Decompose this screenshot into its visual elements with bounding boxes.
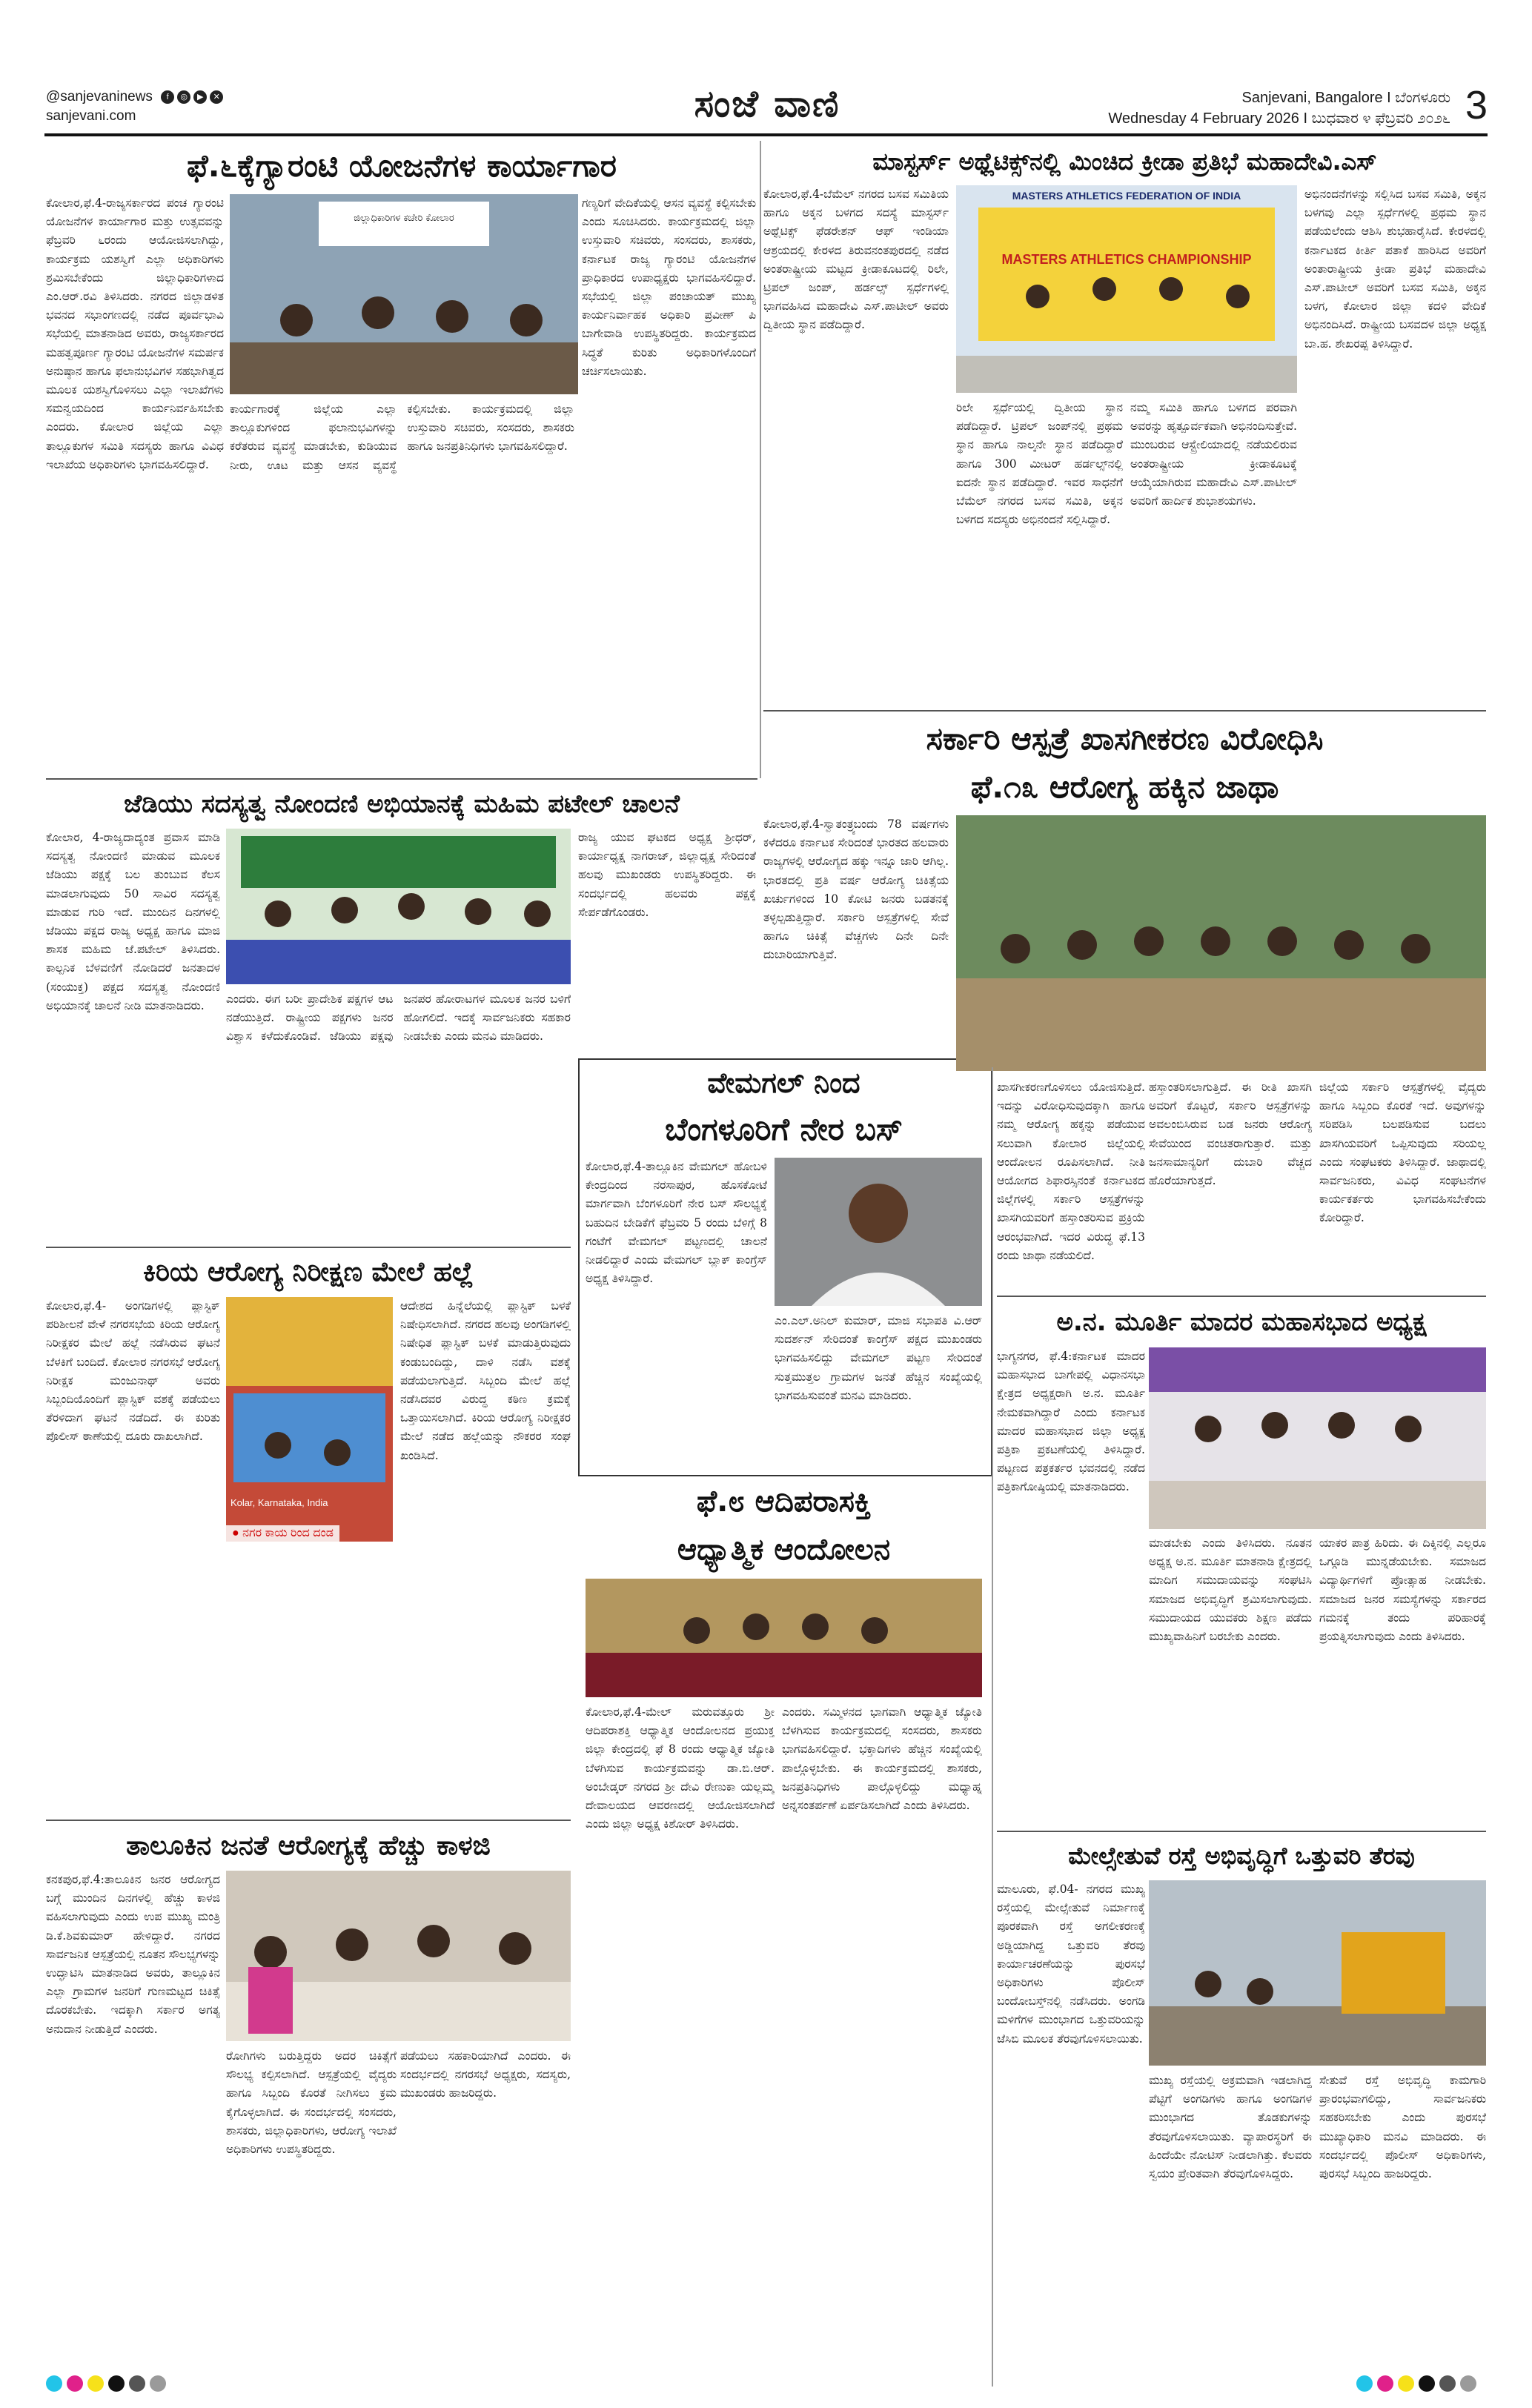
- road-col2: ಮುಖ್ಯ ರಸ್ತೆಯಲ್ಲಿ ಅಕ್ರಮವಾಗಿ ಇಡಲಾಗಿದ್ದ ಪೆಟ್ಟಿಗೆ ಅಂಗಡಿಗಳು ಹಾಗೂ ಅಂಗಡಿಗಳ ಮುಂಭಾಗದ ತೊಡಕುಗಳನ್ನು ತೆರವುಗೊಳಿಸಲಾಯಿತು. ವ್ಯಾಪಾರಸ್ಥರಿಗೆ ಈ ಹಿಂದೆಯೇ ನೋಟಿಸ್ ನೀಡಲಾಗಿತ್ತು. ಕೆಲವರು ಸ್ವಯಂ ಪ್ರೇರಿತವಾಗಿ ತೆರವುಗೊಳಿಸಿದ್ದರು.: [1149, 2074, 1312, 2181]
- adi-col2: ಎಂದರು. ಸಮ್ಮಿಳನದ ಭಾಗವಾಗಿ ಆಧ್ಯಾತ್ಮಿಕ ಜ್ಯೋತಿ ಬೆಳಗಿಸುವ ಕಾರ್ಯಕ್ರಮದಲ್ಲಿ ಸಂಸದರು, ಶಾಸಕರು ಭಾಗವಹಿಸಲಿದ್ದಾರೆ. ಭಕ್ತಾದಿಗಳು ಹೆಚ್ಚಿನ ಸಂಖ್ಯೆಯಲ್ಲಿ ಪಾಲ್ಗೊಳ್ಳಬೇಕು. ಈ ಕಾರ್ಯಕ್ರಮದಲ್ಲಿ ಶಾಸಕರು, ಜನಪ್ರತಿನಿಧಿಗಳು ಪಾಲ್ಗೊಳ್ಳಲಿದ್ದು ಮಧ್ಯಾಹ್ನ ಅನ್ನಸಂತರ್ಪಣೆ ಏರ್ಪಡಿಸಲಾಗಿದೆ ಎಂದು ತಿಳಿಸಿದರು.: [782, 1705, 982, 1813]
- hospital-headline-line1: ಸರ್ಕಾರಿ ಆಸ್ಪತ್ರೆ ಖಾಸಗೀಕರಣ ವಿರೋಧಿಸಿ: [926, 720, 1324, 757]
- masters-col4: ಅಭಿನಂದನೆಗಳನ್ನು ಸಲ್ಲಿಸಿದ ಬಸವ ಸಮಿತಿ, ಅಕ್ಕನ ಬಳಗವು ಎಲ್ಲಾ ಸ್ಪರ್ಧೆಗಳಲ್ಲಿ ಪ್ರಥಮ ಸ್ಥಾನ ಪಡೆಯಲೆಂದು ಆಶಿಸಿ ಶುಭಹಾರೈಸಿದೆ. ಕೇರಳದಲ್ಲಿ ಕರ್ನಾಟಕದ ಕೀರ್ತಿ ಪತಾಕೆ ಹಾರಿಸಿದ ಅವರಿಗೆ ಅಂತಾರಾಷ್ಟ್ರೀಯ ಕ್ರೀಡಾ ಪ್ರತಿಭೆ ಮಹಾದೇವಿ ಎಸ್.ಪಾಟೀಲ್ ಅವರಿಗೆ ಬಸವ ಸಮಿತಿ, ಅಕ್ಕನ ಬಳಗ, ಕೋಲಾರ ಜಿಲ್ಲಾ ಕದಳಿ ವೇದಿಕೆ ಅಭಿನಂದಿಸಿದೆ. ರಾಷ್ಟ್ರೀಯ ಬಸವದಳ ಜಿಲ್ಲಾ ಅಧ್ಯಕ್ಷ ಬಾ.ಹ. ಶೇಖರಪ್ಪ ತಿಳಿಸಿದ್ದಾರೆ.: [1304, 188, 1486, 351]
- bus-portrait: [775, 1158, 982, 1306]
- social-handle: @sanjevaninews: [46, 89, 153, 105]
- grey-swatch: [1460, 2375, 1476, 2392]
- divider: [763, 710, 1486, 712]
- jdu-col3: ರಾಜ್ಯ ಯುವ ಘಟಕದ ಅಧ್ಯಕ್ಷ ಶ್ರೀಧರ್, ಕಾರ್ಯಾಧ್ಯಕ್ಷ ನಾಗರಾಜ್, ಜಿಲ್ಲಾಧ್ಯಕ್ಷ ಸೇರಿದಂತೆ ಹಲವು ಮುಖಂಡರು ಉಪಸ್ಥಿತರಿದ್ದರು. ಈ ಸಂದರ್ಭದಲ್ಲಿ ಹಲವರು ಪಕ್ಷಕ್ಕೆ ಸೇರ್ಪಡೆಗೊಂಡರು.: [578, 831, 756, 919]
- taluk-photo: [226, 1871, 571, 2041]
- grey-swatch: [150, 2375, 166, 2392]
- athletes-photo-graphic: [956, 185, 1297, 393]
- grey-swatch: [129, 2375, 145, 2392]
- cyan-swatch: [46, 2375, 62, 2392]
- road-headline: ಮೇಲ್ಸೇತುವೆ ರಸ್ತೆ ಅಭಿವೃದ್ಧಿಗೆ ಒತ್ತುವರಿ ತೆರವು: [1068, 1841, 1415, 1870]
- health-col2: ಆದೇಶದ ಹಿನ್ನೆಲೆಯಲ್ಲಿ ಪ್ಲಾಸ್ಟಿಕ್ ಬಳಕೆ ನಿಷೇಧಿಸಲಾಗಿದೆ. ನಗರದ ಹಲವು ಅಂಗಡಿಗಳಲ್ಲಿ ನಿಷೇಧಿತ ಪ್ಲಾಸ್ಟಿಕ್ ಬಳಕೆ ಮಾಡುತ್ತಿರುವುದು ಕಂಡುಬಂದಿದ್ದು, ದಾಳಿ ನಡೆಸಿ ವಶಕ್ಕೆ ಪಡೆಯಲಾಗುತ್ತಿದೆ. ಸಿಬ್ಬಂದಿ ಮೇಲೆ ಹಲ್ಲೆ ನಡೆಸಿದವರ ವಿರುದ್ಧ ಕಠಿಣ ಕ್ರಮಕ್ಕೆ ಒತ್ತಾಯಿಸಲಾಗಿದೆ. ಕಿರಿಯ ಆರೋಗ್ಯ ನಿರೀಕ್ಷಕರ ಮೇಲೆ ನಡೆದ ಹಲ್ಲೆಯನ್ನು ನೌಕರರ ಸಂಘ ಖಂಡಿಸಿದೆ.: [400, 1299, 571, 1462]
- guarantee-photo: [230, 194, 578, 394]
- masthead-left: [46, 87, 223, 126]
- social-icons: [161, 90, 223, 104]
- date-kn: ಬುಧವಾರ ೪ ಫೆಬ್ರವರಿ ೨೦೨೬: [1311, 110, 1450, 127]
- cyan-swatch: [1356, 2375, 1373, 2392]
- adi-headline-line2: ಆಧ್ಯಾತ್ಮಿಕ ಆಂದೋಲನ: [677, 1533, 891, 1567]
- date-en: Wednesday 4 February 2026: [1108, 110, 1299, 127]
- masters-photo: [956, 185, 1297, 393]
- jdu-headline: ಜೆಡಿಯು ಸದಸ್ಯತ್ವ ನೋಂದಣಿ ಅಭಿಯಾನಕ್ಕೆ ಮಹಿಮ ಪಟೇಲ್ ಚಾಲನೆ: [124, 789, 680, 819]
- road-photo: [1149, 1880, 1486, 2066]
- masters-col3: ನಮ್ಮ ಸಮಿತಿ ಹಾಗೂ ಬಳಗದ ಪರವಾಗಿ ಅವರನ್ನು ಹೃತ್ಪೂರ್ವಕವಾಗಿ ಅಭಿನಂದಿಸುತ್ತೇವೆ. ಮುಂಬರುವ ಆಸ್ಟ್ರೇಲಿಯಾದಲ್ಲಿ ನಡೆಯಲಿರುವ ಅಂತರಾಷ್ಟ್ರೀಯ ಕ್ರೀಡಾಕೂಟಕ್ಕೆ ಆಯ್ಕೆಯಾಗಿರುವ ಮಹಾದೇವಿ ಎಸ್.ಪಾಟೀಲ್ ಅವರಿಗೆ ಹಾರ್ದಿಕ ಶುಭಾಶಯಗಳು.: [1130, 401, 1297, 508]
- adi-headline-line1: ಫೆ.೮ ಆದಿಪರಾಸಕ್ತಿ: [696, 1485, 872, 1519]
- moorthy-photo: [1149, 1347, 1486, 1529]
- guarantee-col3: ಗಣ್ಯರಿಗೆ ವೇದಿಕೆಯಲ್ಲಿ ಆಸನ ವ್ಯವಸ್ಥೆ ಕಲ್ಪಿಸಬೇಕು ಎಂದು ಸೂಚಿಸಿದರು. ಕಾರ್ಯಕ್ರಮದಲ್ಲಿ ಜಿಲ್ಲಾ ಉಸ್ತುವಾರಿ ಸಚಿವರು, ಸಂಸದರು, ಶಾಸಕರು, ಕರ್ನಾಟಕ ರಾಜ್ಯ ಗ್ಯಾರಂಟಿ ಯೋಜನೆಗಳ ಪ್ರಾಧಿಕಾರದ ಉಪಾಧ್ಯಕ್ಷರು ಭಾಗವಹಿಸಲಿದ್ದಾರೆ. ಸಭೆಯಲ್ಲಿ ಜಿಲ್ಲಾ ಪಂಚಾಯತ್ ಮುಖ್ಯ ಕಾರ್ಯನಿರ್ವಾಹಕ ಅಧಿಕಾರಿ ಪ್ರವೀಣ್ ಪಿ ಬಾಗೇವಾಡಿ ಉಪಸ್ಥಿತರಿದ್ದರು. ಕಾರ್ಯಕ್ರಮದ ಸಿದ್ಧತೆ ಕುರಿತು ಅಧಿಕಾರಿಗಳೊಂದಿಗೆ ಚರ್ಚಿಸಲಾಯಿತು.: [582, 196, 756, 378]
- divider: [46, 778, 757, 780]
- taluk-col2: ರೋಗಿಗಳು ಬರುತ್ತಿದ್ದರು ಅದರ ಚಿಕಿತ್ಸೆಗೆ ಸೌಲಭ್ಯ ಕಲ್ಪಿಸಲಾಗಿದೆ. ಆಸ್ಪತ್ರೆಯಲ್ಲಿ ವೈದ್ಯರು ಹಾಗೂ ಸಿಬ್ಬಂದಿ ಕೊರತೆ ನೀಗಿಸಲು ಕ್ರಮ ಕೈಗೊಳ್ಳಲಾಗಿದೆ. ಈ ಸಂದರ್ಭದಲ್ಲಿ ಸಂಸದರು, ಶಾಸಕರು, ಜಿಲ್ಲಾಧಿಕಾರಿಗಳು, ಆರೋಗ್ಯ ಇಲಾಖೆ ಅಧಿಕಾರಿಗಳು ಉಪಸ್ಥಿತರಿದ್ದರು.: [226, 2049, 397, 2157]
- taluk-col1: ಕನಕಪುರ,ಫೆ.4:ತಾಲೂಕಿನ ಜನರ ಆರೋಗ್ಯದ ಬಗ್ಗೆ ಮುಂದಿನ ದಿನಗಳಲ್ಲಿ ಹೆಚ್ಚು ಕಾಳಜಿ ವಹಿಸಲಾಗುವುದು ಎಂದು ಉಪ ಮುಖ್ಯ ಮಂತ್ರಿ ಡಿ.ಕೆ.ಶಿವಕುಮಾರ್ ಹೇಳಿದ್ದಾರೆ. ನಗರದ ಸಾರ್ವಜನಿಕ ಆಸ್ಪತ್ರೆಯಲ್ಲಿ ನೂತನ ಸೌಲಭ್ಯಗಳನ್ನು ಉದ್ಘಾಟಿಸಿ ಮಾತನಾಡಿದ ಅವರು, ತಾಲ್ಲೂಕಿನ ಎಲ್ಲಾ ಗ್ರಾಮಗಳ ಜನರಿಗೆ ಗುಣಮಟ್ಟದ ಚಿಕಿತ್ಸೆ ದೊರಕಬೇಕು. ಇದಕ್ಕಾಗಿ ಸರ್ಕಾರ ಅಗತ್ಯ ಅನುದಾನ ನೀಡುತ್ತಿದೆ ಎಂದರು.: [46, 1873, 220, 2036]
- guarantee-col1: ಕೋಲಾರ,ಫೆ.4-ರಾಜ್ಯಸರ್ಕಾರದ ಪಂಚ ಗ್ಯಾರಂಟಿ ಯೋಜನೆಗಳ ಕಾರ್ಯಾಗಾರ ಮತ್ತು ಉತ್ಸವವನ್ನು ಫೆಬ್ರವರಿ ೬ರಂದು ಆಯೋಜಿಸಲಾಗಿದ್ದು, ಕಾರ್ಯಕ್ರಮ ಯಶಸ್ವಿಗೆ ಎಲ್ಲಾ ಅಧಿಕಾರಿಗಳು ಶ್ರಮಿಸಬೇಕೆಂದು ಜಿಲ್ಲಾಧಿಕಾರಿಗಳಾದ ಎಂ.ಆರ್.ರವಿ ತಿಳಿಸಿದರು. ನಗರದ ಜಿಲ್ಲಾಡಳಿತ ಭವನದ ಸಭಾಂಗಣದಲ್ಲಿ ನಡೆದ ಪೂರ್ವಭಾವಿ ಸಭೆಯಲ್ಲಿ ಮಾತನಾಡಿದ ಅವರು, ರಾಜ್ಯಸರ್ಕಾರದ ಮಹತ್ವಪೂರ್ಣ ಗ್ಯಾರಂಟಿ ಯೋಜನೆಗಳ ಸಮರ್ಪಕ ಅನುಷ್ಠಾನ ಹಾಗೂ ಫಲಾನುಭವಿಗಳ ಸಹಭಾಗಿತ್ವದ ಮೂಲಕ ಯಶಸ್ವಿಗೊಳಿಸಲು ಎಲ್ಲಾ ಇಲಾಖೆಗಳು ಸಮನ್ವಯದಿಂದ ಕಾರ್ಯನಿರ್ವಹಿಸಬೇಕು ಎಂದರು. ಕೋಲಾರ ಜಿಲ್ಲೆಯ ಎಲ್ಲಾ ತಾಲ್ಲೂಕುಗಳ ಸಮಿತಿ ಸದಸ್ಯರು ಹಾಗೂ ವಿವಿಧ ಇಲಾಖೆಯ ಅಧಿಕಾರಿಗಳು ಭಾಗವಹಿಸಲಿದ್ದಾರೆ.: [46, 196, 224, 471]
- magenta-swatch: [1377, 2375, 1393, 2392]
- photo-tag: Kolar, Karnataka, India: [231, 1497, 328, 1508]
- adi-photo: [586, 1579, 982, 1697]
- bus-col2: ಎಂ.ಎಲ್.ಅನಿಲ್ ಕುಮಾರ್, ಮಾಜಿ ಸಭಾಪತಿ ವಿ.ಆರ್ ಸುದರ್ಶನ್ ಸೇರಿದಂತೆ ಕಾಂಗ್ರೆಸ್ ಪಕ್ಷದ ಮುಖಂಡರು ಭಾಗವಹಿಸಲಿದ್ದು ವೇಮಗಲ್ ಪಟ್ಟಣ ಸೇರಿದಂತೆ ಸುತ್ತಮುತ್ತಲ ಗ್ರಾಮಗಳ ಜನತೆ ಹೆಚ್ಚಿನ ಸಂಖ್ಯೆಯಲ್ಲಿ ಭಾಗವಹಿಸುವಂತೆ ಮನವಿ ಮಾಡಿದರು.: [775, 1314, 982, 1402]
- health-headline: ಕಿರಿಯ ಆರೋಗ್ಯ ನಿರೀಕ್ಷಣ ಮೇಲೆ ಹಲ್ಲೆ: [143, 1257, 474, 1287]
- divider: [997, 1296, 1486, 1297]
- edition-kn: ಬೆಂಗಳೂರು: [1395, 90, 1450, 106]
- bus-col1: ಕೋಲಾರ,ಫೆ.4-ತಾಲ್ಲೂಕಿನ ವೇಮಗಲ್ ಹೋಬಳಿ ಕೇಂದ್ರದಿಂದ ನರಸಾಪುರ, ಹೊಸಕೋಟೆ ಮಾರ್ಗವಾಗಿ ಬೆಂಗಳೂರಿಗೆ ನೇರ ಬಸ್ ಸೌಲಭ್ಯಕ್ಕೆ ಬಹುದಿನ ಬೇಡಿಕೆಗೆ ಫೆಬ್ರವರಿ 5 ರಂದು ಬೆಳಿಗ್ಗೆ 8 ಗಂಟೆಗೆ ವೇಮಗಲ್ ಪಟ್ಟಣದಲ್ಲಿ ಚಾಲನೆ ನೀಡಲಿದ್ದಾರೆ ಎಂದು ವೇಮಗಲ್ ಬ್ಲಾಕ್ ಕಾಂಗ್ರೆಸ್ ಅಧ್ಯಕ್ಷ ತಿಳಿಸಿದ್ದಾರೆ.: [586, 1160, 767, 1286]
- guarantee-headline: ಫೆ.೬ಕ್ಕೆಗ್ಯಾರಂಟಿ ಯೋಜನೆಗಳ ಕಾರ್ಯಾಗಾರ: [187, 147, 617, 184]
- hospital-col2: ಖಾಸಗೀಕರಣಗೊಳಿಸಲು ಯೋಜಿಸುತ್ತಿದೆ. ಇದನ್ನು ವಿರೋಧಿಸುವುದಕ್ಕಾಗಿ ಹಾಗೂ ನಮ್ಮ ಆರೋಗ್ಯ ಹಕ್ಕನ್ನು ಪಡೆಯುವ ಸಲುವಾಗಿ ಕೋಲಾರ ಜಿಲ್ಲೆಯಲ್ಲಿ ಆಂದೋಲನ ರೂಪಿಸಲಾಗಿದೆ. ನೀತಿ ಆಯೋಗದ ಶಿಫಾರಸ್ಸಿನಂತೆ ಕರ್ನಾಟಕದ ಜಿಲ್ಲೆಗಳಲ್ಲಿ ಸರ್ಕಾರಿ ಆಸ್ಪತ್ರೆಗಳನ್ನು ಖಾಸಗಿಯವರಿಗೆ ಹಸ್ತಾಂತರಿಸುವ ಪ್ರಕ್ರಿಯೆ ಆರಂಭವಾಗಿದೆ. ಇದರ ವಿರುದ್ಧ ಫೆ.13 ರಂದು ಜಾಥಾ ನಡೆಯಲಿದೆ.: [997, 1081, 1145, 1262]
- masters-col1: ಕೋಲಾರ,ಫೆ.4-ಬೆಮೆಲ್ ನಗರದ ಬಸವ ಸಮಿತಿಯ ಹಾಗೂ ಅಕ್ಕನ ಬಳಗದ ಸದಸ್ಯೆ ಮಾಸ್ಟರ್ಸ್ ಅಥ್ಲೆಟಿಕ್ಸ್ ಫೆಡರೇಶನ್ ಆಫ್ ಇಂಡಿಯಾ ಆಶ್ರಯದಲ್ಲಿ ಕೇರಳದ ತಿರುವನಂತಪುರದಲ್ಲಿ ನಡೆದ ಅಂತರಾಷ್ಟ್ರೀಯ ಮಟ್ಟದ ಕ್ರೀಡಾಕೂಟದಲ್ಲಿ ರಿಲೇ, ಟ್ರಿಪಲ್ ಜಂಪ್, ಹರ್ಡಲ್ಸ್ ಸ್ಪರ್ಧೆಗಳಲ್ಲಿ ಭಾಗವಹಿಸಿದ ಮಹಾದೇವಿ ಎಸ್.ಪಾಟೀಲ್ ಅವರು ದ್ವಿತೀಯ ಸ್ಥಾನ ಪಡೆದಿದ್ದಾರೆ.: [763, 188, 949, 332]
- jdu-col2: ಎಂದರು. ಈಗ ಬರೀ ಪ್ರಾದೇಶಿಕ ಪಕ್ಷಗಳ ಆಟ ನಡೆಯುತ್ತಿದೆ. ರಾಷ್ಟ್ರೀಯ ಪಕ್ಷಗಳು ಜನರ ವಿಶ್ವಾಸ ಕಳೆದುಕೊಂಡಿವೆ. ಜೆಡಿಯು ಪಕ್ಷವು ಜನಪರ ಹೋರಾಟಗಳ ಮೂಲಕ ಜನರ ಬಳಿಗೆ ಹೋಗಲಿದೆ. ಇದಕ್ಕೆ ಸಾರ್ವಜನಿಕರು ಸಹಕಾರ ನೀಡಬೇಕು ಎಂದು ಮನವಿ ಮಾಡಿದರು.: [226, 992, 571, 1044]
- black-swatch: [1419, 2375, 1435, 2392]
- yellow-swatch: [1398, 2375, 1414, 2392]
- edition: Sanjevani, Bangalore I: [1241, 90, 1391, 106]
- masthead-rule: [44, 133, 1488, 136]
- guarantee-col2: ಕಾರ್ಯಗಾರಕ್ಕೆ ಜಿಲ್ಲೆಯ ಎಲ್ಲಾ ತಾಲ್ಲೂಕುಗಳಿಂದ ಫಲಾನುಭವಿಗಳನ್ನು ಕರೆತರುವ ವ್ಯವಸ್ಥೆ ಮಾಡಬೇಕು, ಕುಡಿಯುವ ನೀರು, ಊಟ ಮತ್ತು ಆಸನ ವ್ಯವಸ್ಥೆ ಕಲ್ಪಿಸಬೇಕು. ಕಾರ್ಯಕ್ರಮದಲ್ಲಿ ಜಿಲ್ಲಾ ಉಸ್ತುವಾರಿ ಸಚಿವರು, ಸಂಸದರು, ಶಾಸಕರು ಹಾಗೂ ಜನಪ್ರತಿನಿಧಿಗಳು ಭಾಗವಹಿಸಲಿದ್ದಾರೆ.: [230, 402, 574, 472]
- website: sanjevani.com: [46, 108, 136, 124]
- divider: [46, 1247, 571, 1248]
- taluk-headline: ತಾಲೂಕಿನ ಜನತೆ ಆರೋಗ್ಯಕ್ಕೆ ಹೆಚ್ಚು ಕಾಳಜಿ: [126, 1831, 491, 1861]
- moorthy-col1: ಭಾಗ್ಯನಗರ, ಫೆ.4:ಕರ್ನಾಟಕ ಮಾದರ ಮಹಾಸಭಾದ ಬಾಗೇಪಲ್ಲಿ ವಿಧಾನಸಭಾ ಕ್ಷೇತ್ರದ ಅಧ್ಯಕ್ಷರಾಗಿ ಅ.ನ. ಮೂರ್ತಿ ನೇಮಕವಾಗಿದ್ದಾರೆ ಎಂದು ಕರ್ನಾಟಕ ಮಾದರ ಮಹಾಸಭಾದ ಜಿಲ್ಲಾ ಅಧ್ಯಕ್ಷ ಪತ್ರಿಕಾ ಪ್ರಕಟಣೆಯಲ್ಲಿ ತಿಳಿಸಿದ್ದಾರೆ. ಪಟ್ಟಣದ ಪತ್ರಕರ್ತರ ಭವನದಲ್ಲಿ ನಡೆದ ಪತ್ರಿಕಾಗೋಷ್ಠಿಯಲ್ಲಿ ಮಾತನಾಡಿದರು.: [997, 1350, 1145, 1494]
- masters-headline: ಮಾಸ್ಟರ್ಸ್ ಅಥ್ಲೆಟಿಕ್ಸ್‌ನಲ್ಲಿ ಮಿಂಚಿದ ಕ್ರೀಡಾ ಪ್ರತಿಭೆ ಮಹಾದೇವಿ.ಎಸ್: [872, 147, 1377, 176]
- bus-headline-line1: ವೇಮಗಲ್ ನಿಂದ: [707, 1066, 860, 1099]
- print-swatches-right: [1356, 2375, 1476, 2392]
- divider: [46, 1820, 571, 1821]
- health-col1: ಕೋಲಾರ,ಫೆ.4- ಅಂಗಡಿಗಳಲ್ಲಿ ಪ್ಲಾಸ್ಟಿಕ್ ಪರಿಶೀಲನೆ ವೇಳೆ ನಗರಸಭೆಯ ಕಿರಿಯ ಆರೋಗ್ಯ ನಿರೀಕ್ಷಕರ ಮೇಲೆ ಹಲ್ಲೆ ನಡೆಸಿರುವ ಘಟನೆ ಬೆಳಕಿಗೆ ಬಂದಿದೆ. ಕೋಲಾರ ನಗರಸಭೆ ಆರೋಗ್ಯ ನಿರೀಕ್ಷಕ ಮಂಜುನಾಥ್ ಅವರು ಸಿಬ್ಬಂದಿಯೊಂದಿಗೆ ಪ್ಲಾಸ್ಟಿಕ್ ವಶಕ್ಕೆ ಪಡೆಯಲು ತೆರಳಿದಾಗ ಘಟನೆ ನಡೆದಿದೆ. ಈ ಕುರಿತು ಪೊಲೀಸ್ ಠಾಣೆಯಲ್ಲಿ ದೂರು ದಾಖಲಾಗಿದೆ.: [46, 1299, 220, 1444]
- logo-text: ಸಂಜೆ ವಾಣಿ: [694, 82, 840, 125]
- grey-swatch: [1439, 2375, 1456, 2392]
- hospital-col3: ಹಸ್ತಾಂತರಿಸಲಾಗುತ್ತಿದೆ. ಈ ರೀತಿ ಖಾಸಗಿ ಅವರಿಗೆ ಕೊಟ್ಟರೆ, ಸರ್ಕಾರಿ ಆಸ್ಪತ್ರೆಗಳನ್ನು ಅವಲಂಬಿಸಿರುವ ಬಡ ಜನರು ಆರೋಗ್ಯ ಸೇವೆಯಿಂದ ವಂಚಿತರಾಗುತ್ತಾರೆ. ಮತ್ತು ಜನಸಾಮಾನ್ಯರಿಗೆ ದುಬಾರಿ ವೆಚ್ಚದ ಹೊರೆಯಾಗುತ್ತದೆ.: [1149, 1081, 1312, 1188]
- health-photo: [226, 1297, 393, 1542]
- photo-caption: ● ನಗರ ಕಾಯ ರಿಂದ ದಂಡ: [226, 1525, 339, 1542]
- road-col3: ಸೇತುವೆ ರಸ್ತೆ ಅಭಿವೃದ್ಧಿ ಕಾಮಗಾರಿ ಪ್ರಾರಂಭವಾಗಲಿದ್ದು, ಸಾರ್ವಜನಿಕರು ಸಹಕರಿಸಬೇಕು ಎಂದು ಪುರಸಭೆ ಮುಖ್ಯಾಧಿಕಾರಿ ಮನವಿ ಮಾಡಿದರು. ಈ ಸಂದರ್ಭದಲ್ಲಿ ಪೊಲೀಸ್ ಅಧಿಕಾರಿಗಳು, ಪುರಸಭೆ ಸಿಬ್ಬಂದಿ ಹಾಜರಿದ್ದರು.: [1319, 2074, 1486, 2181]
- road-col1: ಮಾಲೂರು, ಫೆ.04- ನಗರದ ಮುಖ್ಯ ರಸ್ತೆಯಲ್ಲಿ ಮೇಲ್ಸೇತುವೆ ನಿರ್ಮಾಣಕ್ಕೆ ಪೂರಕವಾಗಿ ರಸ್ತೆ ಅಗಲೀಕರಣಕ್ಕೆ ಅಡ್ಡಿಯಾಗಿದ್ದ ಒತ್ತುವರಿ ತೆರವು ಕಾರ್ಯಾಚರಣೆಯನ್ನು ಪುರಸಭೆ ಅಧಿಕಾರಿಗಳು ಪೊಲೀಸ್ ಬಂದೋಬಸ್ತ್‌ನಲ್ಲಿ ನಡೆಸಿದರು. ಅಂಗಡಿ ಮಳಿಗೆಗಳ ಮುಂಭಾಗದ ಒತ್ತುವರಿಯನ್ನು ಜೆಸಿಬಿ ಮೂಲಕ ತೆರವುಗೊಳಿಸಲಾಯಿತು.: [997, 1883, 1145, 2046]
- youtube-icon: ▶: [193, 90, 207, 104]
- print-swatches-left: [46, 2375, 166, 2392]
- magenta-swatch: [67, 2375, 83, 2392]
- banner-mid: MASTERS ATHLETICS CHAMPIONSHIP: [1001, 252, 1252, 267]
- hospital-photo-graphic: [226, 1871, 571, 2041]
- stage-photo-graphic: [586, 1579, 982, 1697]
- photo-sign: ಜಿಲ್ಲಾಧಿಕಾರಿಗಳ ಕಚೇರಿ ಕೋಲಾರ: [354, 213, 454, 224]
- black-swatch: [108, 2375, 125, 2392]
- felicitation-photo-graphic: [1149, 1347, 1486, 1529]
- meeting-photo-graphic: [230, 194, 578, 394]
- moorthy-col2: ಮಾಡಬೇಕು ಎಂದು ತಿಳಿಸಿದರು. ನೂತನ ಅಧ್ಯಕ್ಷ ಅ.ನ. ಮೂರ್ತಿ ಮಾತನಾಡಿ ಕ್ಷೇತ್ರದಲ್ಲಿ ಮಾದಿಗ ಸಮುದಾಯವನ್ನು ಸಂಘಟಿಸಿ ಸಮಾಜದ ಅಭಿವೃದ್ಧಿಗೆ ಶ್ರಮಿಸಲಾಗುವುದು. ಸಮುದಾಯದ ಯುವಕರು ಶಿಕ್ಷಣ ಪಡೆದು ಮುಖ್ಯವಾಹಿನಿಗೆ ಬರಬೇಕು ಎಂದರು.: [1149, 1536, 1312, 1644]
- hospital-col1: ಕೋಲಾರ,ಫೆ.4-ಸ್ವಾತಂತ್ರ್ಯಬಂದು 78 ವರ್ಷಗಳು ಕಳೆದರೂ ಕರ್ನಾಟಕ ಸೇರಿದಂತೆ ಭಾರತದ ಹಲವಾರು ರಾಜ್ಯಗಳಲ್ಲಿ ಆರೋಗ್ಯದ ಹಕ್ಕು ಇನ್ನೂ ಜಾರಿ ಆಗಿಲ್ಲ. ಭಾರತದಲ್ಲಿ ಪ್ರತಿ ವರ್ಷ ಆರೋಗ್ಯ ಚಿಕಿತ್ಸೆಯ ಖರ್ಚುಗಳಿಂದ 10 ಕೋಟಿ ಜನರು ಬಡತನಕ್ಕೆ ತಳ್ಳಲ್ಪಡುತ್ತಿದ್ದಾರೆ. ಸರ್ಕಾರಿ ಆಸ್ಪತ್ರೆಗಳಲ್ಲಿ ಸೇವೆ ಹಾಗೂ ಚಿಕಿತ್ಸೆ ವೆಚ್ಚಗಳು ದಿನೇ ದಿನೇ ದುಬಾರಿಯಾಗುತ್ತಿವೆ.: [763, 817, 949, 962]
- divider: [997, 1831, 1486, 1832]
- hospital-headline-line2: ಫೆ.೧೩ ಆರೋಗ್ಯ ಹಕ್ಕಿನ ಜಾಥಾ: [970, 769, 1279, 805]
- group-photo-graphic: [956, 815, 1486, 1071]
- hospital-col4: ಜಿಲ್ಲೆಯ ಸರ್ಕಾರಿ ಆಸ್ಪತ್ರೆಗಳಲ್ಲಿ ವೈದ್ಯರು ಹಾಗೂ ಸಿಬ್ಬಂದಿ ಕೊರತೆ ಇದೆ. ಅವುಗಳನ್ನು ಸರಿಪಡಿಸಿ ಬಲಪಡಿಸುವ ಬದಲು ಖಾಸಗಿಯವರಿಗೆ ಒಪ್ಪಿಸುವುದು ಸರಿಯಲ್ಲ ಎಂದು ಸಂಘಟಕರು ತಿಳಿಸಿದ್ದಾರೆ. ಜಾಥಾದಲ್ಲಿ ಸಾರ್ವಜನಿಕರು, ವಿವಿಧ ಸಂಘಟನೆಗಳ ಕಾರ್ಯಕರ್ತರು ಭಾಗವಹಿಸಬೇಕೆಂದು ಕೋರಿದ್ದಾರೆ.: [1319, 1081, 1486, 1225]
- masthead-right: Sanjevani, Bangalore I ಬೆಂಗಳೂರು Wednesday 4 February 2026 I ಬುಧವಾರ ೪ ಫೆಬ್ರವರಿ ೨೦೨೬: [1108, 90, 1450, 127]
- moorthy-headline: ಅ.ನ. ಮೂರ್ತಿ ಮಾದರ ಮಹಾಸಭಾದ ಅಧ್ಯಕ್ಷ: [1056, 1307, 1427, 1337]
- facebook-icon: f: [161, 90, 174, 104]
- bus-headline-line2: ಬೆಂಗಳೂರಿಗೆ ನೇರ ಬಸ್: [665, 1111, 903, 1147]
- hospital-photo: [956, 815, 1486, 1071]
- portrait-graphic: [775, 1158, 982, 1306]
- jdu-photo: [226, 829, 571, 984]
- taluk-col3: ಪಡೆಯಲು ಸಹಕಾರಿಯಾಗಿದೆ ಎಂದರು. ಈ ಸಂದರ್ಭದಲ್ಲಿ ನಗರಸಭೆ ಅಧ್ಯಕ್ಷರು, ಸದಸ್ಯರು, ಮುಖಂಡರು ಹಾಜರಿದ್ದರು.: [400, 2049, 571, 2100]
- jdu-col1: ಕೋಲಾರ, 4-ರಾಜ್ಯದಾದ್ಯಂತ ಪ್ರವಾಸ ಮಾಡಿ ಸದಸ್ಯತ್ವ ನೋಂದಣಿ ಮಾಡುವ ಮೂಲಕ ಜೆಡಿಯು ಪಕ್ಷಕ್ಕೆ ಬಲ ತುಂಬುವ ಕೆಲಸ ಮಾಡಲಾಗುವುದು 50 ಸಾವಿರ ಸದಸ್ಯತ್ವ ಮಾಡುವ ಗುರಿ ಇದೆ. ಮುಂದಿನ ದಿನಗಳಲ್ಲಿ ಜೆಡಿಯು ಪಕ್ಷದ ರಾಜ್ಯ ಅಧ್ಯಕ್ಷ ಹಾಗೂ ಮಾಜಿ ಶಾಸಕ ಮಹಿಮ ಜೆ.ಪಟೇಲ್ ತಿಳಿಸಿದರು. ಕಾಲ್ಪನಿಕ ಬೆಳವಣಿಗೆ ನೋಡಿದರೆ ಜನತಾದಳ (ಸಂಯುಕ್ತ) ಪಕ್ಷದ ಸದಸ್ಯತ್ವ ನೋಂದಣಿ ಅಭಿಯಾನಕ್ಕೆ ಚಾಲನೆ ನೀಡಿ ಮಾತನಾಡಿದರು.: [46, 831, 220, 1012]
- twitter-icon: ✕: [210, 90, 223, 104]
- masters-col2: ರಿಲೇ ಸ್ಪರ್ಧೆಯಲ್ಲಿ ದ್ವಿತೀಯ ಸ್ಥಾನ ಪಡೆದಿದ್ದಾರೆ. ಟ್ರಿಪಲ್ ಜಂಪ್‌ನಲ್ಲಿ ಪ್ರಥಮ ಸ್ಥಾನ ಹಾಗೂ ನಾಲ್ಕನೇ ಸ್ಥಾನ ಪಡೆದಿದ್ದಾರೆ ಹಾಗೂ 300 ಮೀಟರ್ ಹರ್ಡಲ್ಸ್‌ನಲ್ಲಿ ಐದನೇ ಸ್ಥಾನ ಪಡೆದಿದ್ದಾರೆ. ಇವರ ಸಾಧನೆಗೆ ಬೆಮೆಲ್ ನಗರದ ಬಸವ ಸಮಿತಿ, ಅಕ್ಕನ ಬಳಗದ ಸದಸ್ಯರು ಅಭಿನಂದನೆ ಸಲ್ಲಿಸಿದ್ದಾರೆ.: [956, 401, 1123, 527]
- column-separator: [760, 141, 761, 778]
- instagram-icon: ◎: [177, 90, 190, 104]
- column-separator: [992, 1067, 993, 2387]
- event-photo-graphic: [226, 829, 571, 984]
- yellow-swatch: [87, 2375, 104, 2392]
- road-work-photo-graphic: [1149, 1880, 1486, 2066]
- banner-top: MASTERS ATHLETICS FEDERATION OF INDIA: [1012, 190, 1241, 202]
- newspaper-logo: [641, 80, 893, 127]
- adi-col1: ಕೋಲಾರ,ಫೆ.4-ಮೇಲ್ ಮರುವತ್ತೂರು ಶ್ರೀ ಆದಿಪರಾಶಕ್ತಿ ಆಧ್ಯಾತ್ಮಿಕ ಆಂದೋಲನದ ಪ್ರಯುಕ್ತ ಜಿಲ್ಲಾ ಕೇಂದ್ರದಲ್ಲಿ ಫೆ 8 ರಂದು ಆಧ್ಯಾತ್ಮಿಕ ಜ್ಯೋತಿ ಬೆಳಗಿಸುವ ಕಾರ್ಯಕ್ರಮವನ್ನು ಡಾ.ಬಿ.ಆರ್. ಅಂಬೇಡ್ಕರ್ ನಗರದ ಶ್ರೀ ದೇವಿ ರೇಣುಕಾ ಯಲ್ಲಮ್ಮ ದೇವಾಲಯದ ಆವರಣದಲ್ಲಿ ಆಯೋಜಿಸಲಾಗಿದೆ ಎಂದು ಜಿಲ್ಲಾ ಅಧ್ಯಕ್ಷ ಕಿಶೋರ್ ತಿಳಿಸಿದರು.: [586, 1705, 775, 1831]
- page-number: 3: [1465, 83, 1488, 127]
- moorthy-col3: ಯಾಕರ ಪಾತ್ರ ಹಿರಿದು. ಈ ದಿಕ್ಕಿನಲ್ಲಿ ಎಲ್ಲರೂ ಒಗ್ಗೂಡಿ ಮುನ್ನಡೆಯಬೇಕು. ಸಮಾಜದ ವಿದ್ಯಾರ್ಥಿಗಳಿಗೆ ಪ್ರೋತ್ಸಾಹ ನೀಡಬೇಕು. ಸಮಾಜದ ಜನರ ಸಮಸ್ಯೆಗಳನ್ನು ಸರ್ಕಾರದ ಗಮನಕ್ಕೆ ತಂದು ಪರಿಹಾರಕ್ಕೆ ಪ್ರಯತ್ನಿಸಲಾಗುವುದು ಎಂದು ತಿಳಿಸಿದರು.: [1319, 1536, 1486, 1644]
